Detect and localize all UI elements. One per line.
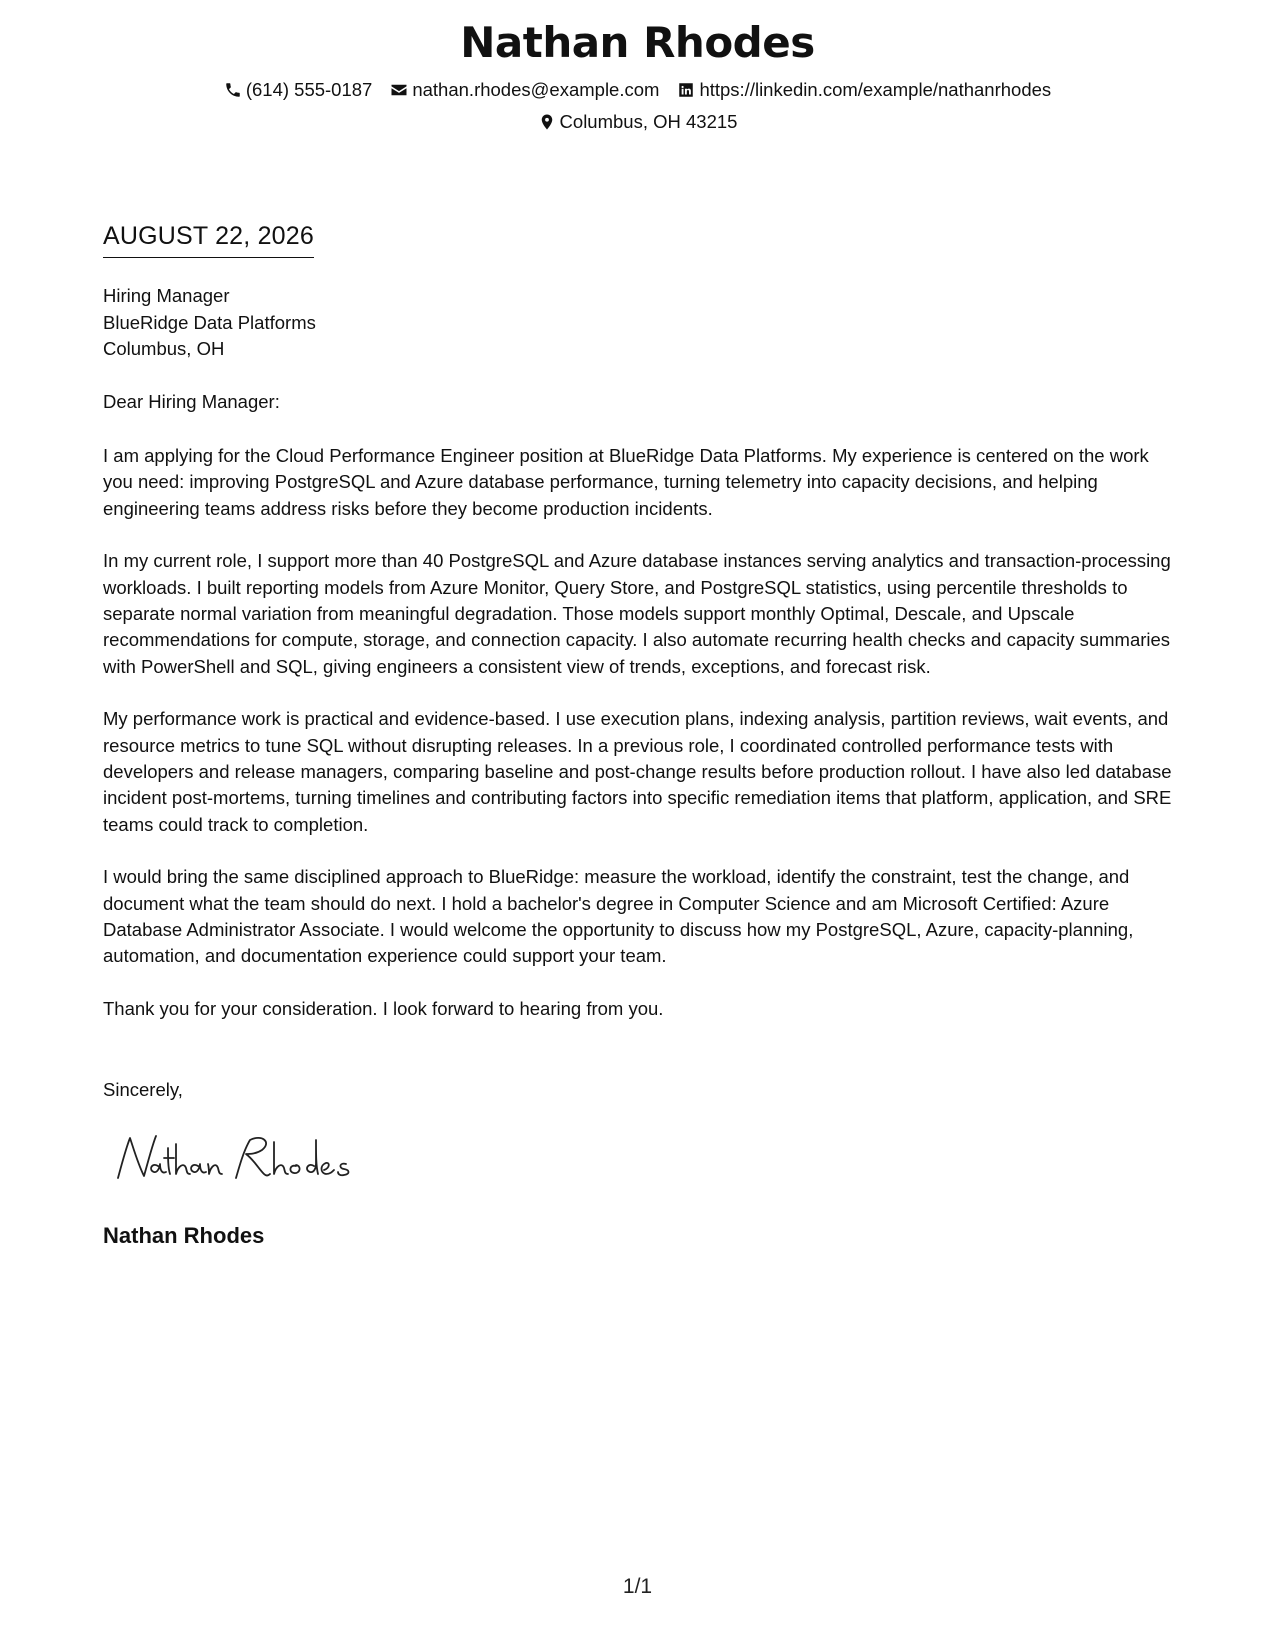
letter-body	[103, 443, 1178, 1049]
contact-location	[538, 111, 738, 133]
linkedin-text[interactable]: https://linkedin.com/example/nathanrhodes	[699, 79, 1052, 100]
recipient-title: Hiring Manager	[103, 285, 230, 306]
location-text: Columbus, OH 43215	[559, 111, 738, 132]
linkedin-icon	[677, 81, 695, 99]
recipient-block	[103, 283, 316, 363]
email-text[interactable]: nathan.rhodes@example.com	[412, 79, 660, 100]
signer-name: Nathan Rhodes	[103, 1223, 265, 1248]
contact-email[interactable]	[390, 79, 659, 101]
letter-date: AUGUST 22, 2026	[103, 222, 314, 258]
map-pin-icon	[538, 113, 556, 131]
page-number: 1/1	[622, 1575, 653, 1598]
contact-phone	[224, 79, 373, 101]
body-paragraph-5: Thank you for your consideration. I look forward to hearing from you.	[103, 998, 664, 1020]
phone-icon	[224, 81, 242, 99]
envelope-icon	[390, 81, 408, 99]
handwritten-signature	[112, 1128, 372, 1188]
recipient-company: BlueRidge Data Platforms	[103, 311, 316, 333]
contact-row-location	[0, 111, 1275, 133]
recipient-city: Columbus, OH	[103, 338, 225, 359]
body-paragraph-4: I would bring the same disciplined approach to BlueRidge: measure the workload, identify the constraint, test the change, and document what the team should do next. I hold a bachelor's degree in Computer Science and am Microsoft Certified: Azure Database Administrator Associate. I would welcome the opportunity to discuss how my PostgreSQL, Azure, capacity-planning, automation, and documentation experience could support your team.	[103, 866, 1134, 967]
applicant-name: Nathan Rhodes	[460, 18, 815, 67]
contact-linkedin[interactable]	[677, 79, 1051, 101]
body-paragraph-2: In my current role, I support more than 40 PostgreSQL and Azure database instances serving analytics and transaction-processing workloads. I built reporting models from Azure Monitor, Query Store, and PostgreSQL statistics, using percentile thresholds to separate normal variation from meaningful degradation. Those models support monthly Optimal, Descale, and Upscale recommendations for compute, storage, and connection capacity. I also automate recurring health checks and capacity summaries with PowerShell and SQL, giving engineers a consistent view of trends, exceptions, and forecast risk.	[103, 550, 1171, 677]
closing: Sincerely,	[103, 1079, 183, 1100]
contact-row	[0, 79, 1275, 101]
salutation: Dear Hiring Manager:	[103, 391, 280, 412]
phone-text: (614) 555-0187	[245, 79, 373, 100]
body-paragraph-1: I am applying for the Cloud Performance Engineer position at BlueRidge Data Platforms. My experience is centered on the work you need: improving PostgreSQL and Azure database performance, turning telemetry into capacity decisions, and helping engineering teams address risks before they become production incidents.	[103, 445, 1149, 519]
body-paragraph-3: My performance work is practical and evidence-based. I use execution plans, indexing analysis, partition reviews, wait events, and resource metrics to tune SQL without disrupting releases. In a previous role, I coordinated controlled performance tests with developers and release managers, comparing baseline and post-change results before production rollout. I have also led database incident post-mortems, turning timelines and contributing factors into specific remediation items that platform, application, and SRE teams could track to completion.	[103, 708, 1172, 835]
